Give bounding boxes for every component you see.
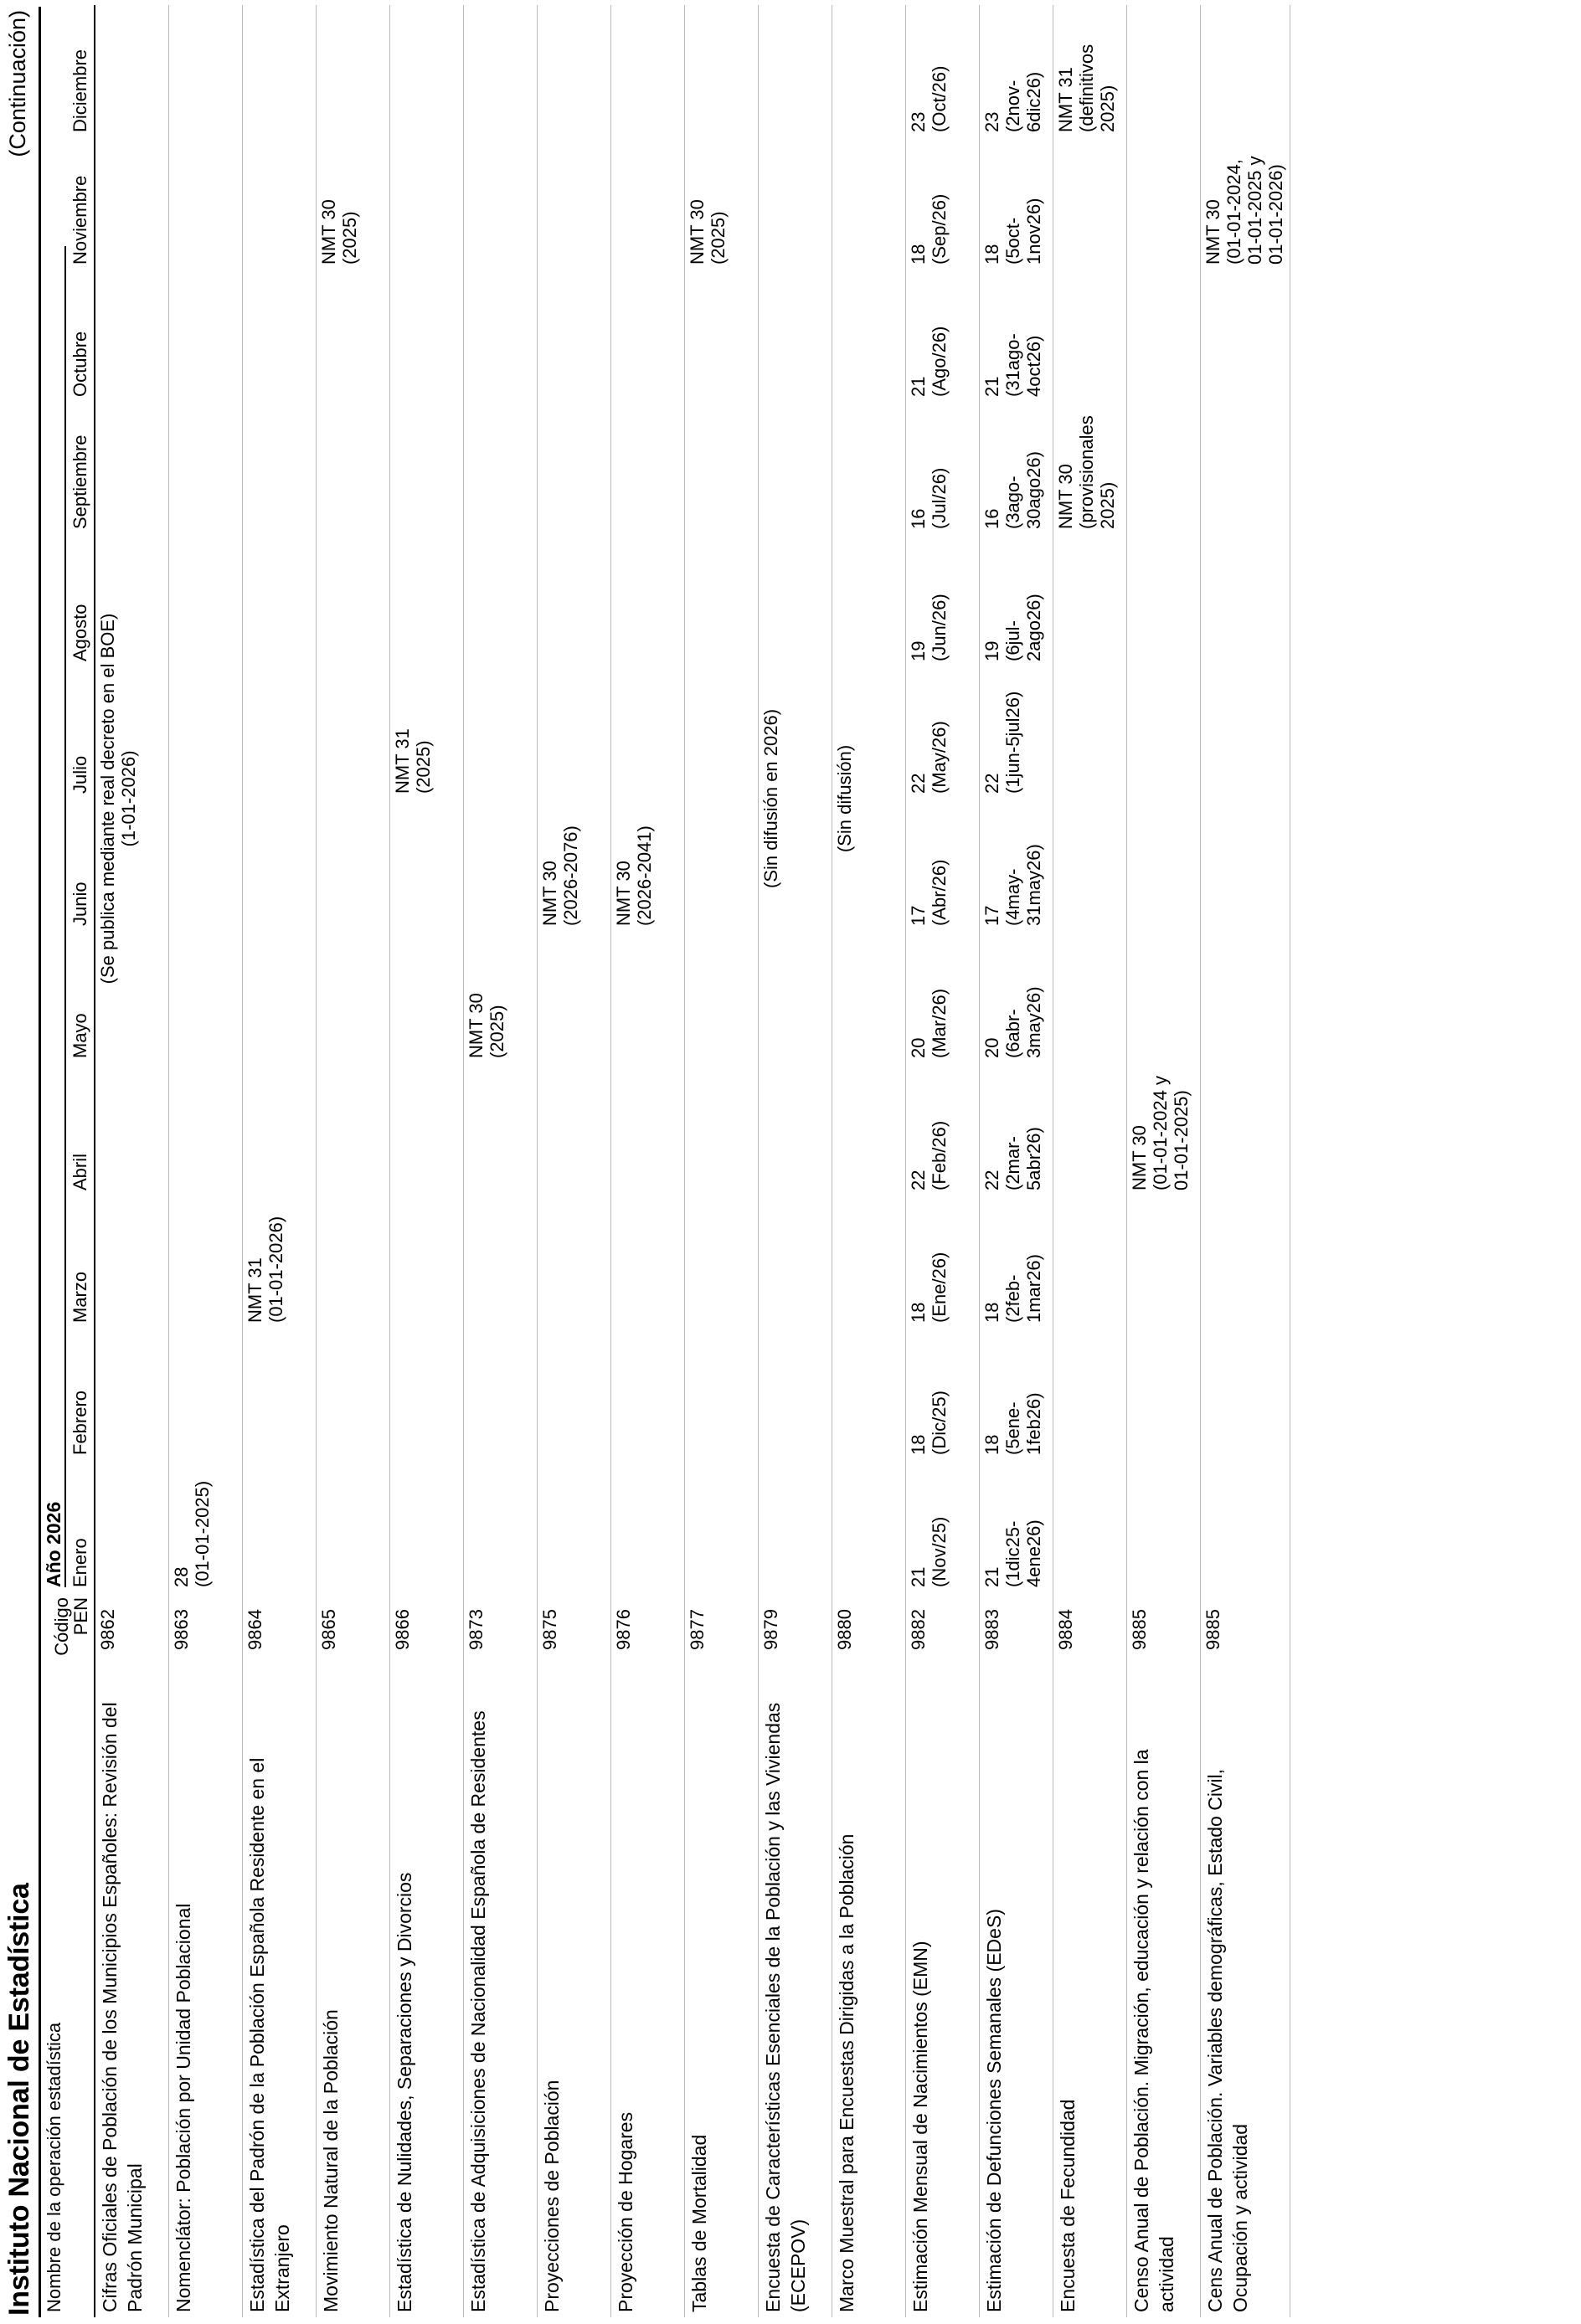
- release-cell: [684, 1195, 758, 1328]
- institution-title: Instituto Nacional de Estadística: [3, 1883, 35, 2316]
- release-cell: [1200, 270, 1290, 402]
- release-cell: [610, 137, 684, 270]
- pen-code: 9885: [1200, 1592, 1290, 1673]
- release-cell: [463, 1195, 537, 1328]
- release-cell: [316, 270, 389, 402]
- release-cell: [389, 1328, 463, 1460]
- release-cell: [168, 799, 242, 931]
- table-row: [1200, 5, 1290, 2317]
- release-cell: [537, 5, 610, 137]
- release-cell: 18 (Dic/25): [905, 1328, 979, 1460]
- pen-code: 9884: [1053, 1592, 1126, 1673]
- release-cell: [1053, 931, 1126, 1063]
- release-cell: [610, 1460, 684, 1592]
- release-cell: NMT 30 (2026-2076): [537, 799, 610, 931]
- release-cell: [1200, 931, 1290, 1063]
- table-row: [316, 5, 389, 2317]
- release-cell: [168, 270, 242, 402]
- release-cell: [537, 1195, 610, 1328]
- release-cell: 18 (Sep/26): [905, 137, 979, 270]
- release-cell: [168, 5, 242, 137]
- release-cell: 17 (4may- 31may26): [979, 799, 1053, 931]
- release-cell: [684, 1328, 758, 1460]
- table-row: [168, 5, 242, 2317]
- release-cell: [1200, 5, 1290, 137]
- month-header: Noviembre: [68, 137, 95, 270]
- pen-code: 9873: [463, 1592, 537, 1673]
- release-cell: [1126, 666, 1200, 799]
- release-cell: 16 (Jul/26): [905, 402, 979, 534]
- pen-code: 9865: [316, 1592, 389, 1673]
- release-cell: [242, 402, 316, 534]
- release-cell: NMT 30 (provisionales 2025): [1053, 402, 1126, 534]
- release-cell: [316, 5, 389, 137]
- header-rule: [39, 7, 41, 2317]
- pen-code: 9863: [168, 1592, 242, 1673]
- release-cell: 18 (5oct- 1nov26): [979, 137, 1053, 270]
- release-cell: [168, 137, 242, 270]
- release-cell: [684, 270, 758, 402]
- release-cell: [463, 270, 537, 402]
- release-cell: [1200, 799, 1290, 931]
- release-cell: 21 (Nov/25): [905, 1460, 979, 1592]
- release-cell: [242, 270, 316, 402]
- release-cell: [1053, 1328, 1126, 1460]
- release-cell: 18 (5ene- 1feb26): [979, 1328, 1053, 1460]
- release-cell: [168, 1195, 242, 1328]
- operation-name: Movimiento Natural de la Población: [316, 1673, 389, 2317]
- release-cell: [242, 931, 316, 1063]
- month-header: Febrero: [68, 1328, 95, 1460]
- release-cell: [610, 666, 684, 799]
- pen-code: 9880: [832, 1592, 905, 1673]
- month-header: Enero: [68, 1460, 95, 1592]
- release-cell: [610, 1328, 684, 1460]
- pen-code: 9875: [537, 1592, 610, 1673]
- operation-name: Estadística de Nulidades, Separaciones y Divorcios: [389, 1673, 463, 2317]
- release-cell: NMT 30 (2026-2041): [610, 799, 684, 931]
- span-note: (Sin difusión en 2026): [758, 5, 832, 1592]
- release-cell: [242, 1460, 316, 1592]
- operation-name: Proyecciones de Población: [537, 1673, 610, 2317]
- release-cell: [684, 1460, 758, 1592]
- release-cell: [463, 666, 537, 799]
- release-cell: [1200, 534, 1290, 666]
- table-row: [389, 5, 463, 2317]
- operation-name: Estadística del Padrón de la Población Española Residente en el Extranjero: [242, 1673, 316, 2317]
- table-row: [979, 5, 1053, 2317]
- release-cell: [389, 137, 463, 270]
- release-cell: [610, 1195, 684, 1328]
- table-row: [610, 5, 684, 2317]
- release-cell: [463, 137, 537, 270]
- release-cell: [389, 534, 463, 666]
- release-cell: 19 (6jul- 2ago26): [979, 534, 1053, 666]
- release-cell: 19 (Jun/26): [905, 534, 979, 666]
- release-cell: [1053, 1063, 1126, 1195]
- release-cell: [389, 1063, 463, 1195]
- release-cell: [537, 137, 610, 270]
- release-cell: [463, 1063, 537, 1195]
- release-cell: 18 (Ene/26): [905, 1195, 979, 1328]
- release-cell: [242, 666, 316, 799]
- col-header-name: Nombre de la operación estadística: [44, 2022, 64, 2312]
- release-cell: [684, 5, 758, 137]
- release-cell: [1126, 270, 1200, 402]
- release-cell: [168, 1328, 242, 1460]
- release-cell: 21 (1dic25- 4ene26): [979, 1460, 1053, 1592]
- pen-code: 9877: [684, 1592, 758, 1673]
- release-cell: [684, 534, 758, 666]
- table-body: [95, 5, 1290, 2317]
- release-cell: [389, 1195, 463, 1328]
- release-cell: [316, 402, 389, 534]
- release-cell: [168, 402, 242, 534]
- release-cell: [610, 402, 684, 534]
- release-cell: [1200, 1063, 1290, 1195]
- schedule-table: [42, 5, 1290, 2317]
- release-cell: [537, 1063, 610, 1195]
- release-cell: NMT 31 (01-01-2026): [242, 1195, 316, 1328]
- release-cell: [610, 270, 684, 402]
- month-header: Abril: [68, 1063, 95, 1195]
- release-cell: [684, 799, 758, 931]
- release-cell: [463, 5, 537, 137]
- table-row: [95, 5, 168, 2317]
- release-cell: [1200, 1460, 1290, 1592]
- release-cell: [463, 1460, 537, 1592]
- release-cell: [537, 1328, 610, 1460]
- release-cell: [463, 534, 537, 666]
- release-cell: [316, 1328, 389, 1460]
- release-cell: 22 (2mar- 5abr26): [979, 1063, 1053, 1195]
- release-cell: [242, 799, 316, 931]
- month-header: Julio: [68, 666, 95, 799]
- release-cell: [1200, 1328, 1290, 1460]
- table-row: [832, 5, 905, 2317]
- release-cell: [1126, 1328, 1200, 1460]
- operation-name: Estimación de Defunciones Semanales (EDeS): [979, 1673, 1053, 2317]
- month-header: Marzo: [68, 1195, 95, 1328]
- release-cell: [537, 270, 610, 402]
- release-cell: [610, 931, 684, 1063]
- release-cell: 20 (Mar/26): [905, 931, 979, 1063]
- pen-code: 9876: [610, 1592, 684, 1673]
- release-cell: 20 (6abr- 3may26): [979, 931, 1053, 1063]
- month-header: Agosto: [68, 534, 95, 666]
- release-cell: [1053, 799, 1126, 931]
- release-cell: [537, 402, 610, 534]
- month-header: Junio: [68, 799, 95, 931]
- table-row: [758, 5, 832, 2317]
- release-cell: [242, 534, 316, 666]
- table-row: [537, 5, 610, 2317]
- table-row: [1053, 5, 1126, 2317]
- operation-name: Encuesta de Características Esenciales de la Población y las Viviendas (ECEPOV): [758, 1673, 832, 2317]
- release-cell: [389, 270, 463, 402]
- release-cell: [610, 5, 684, 137]
- release-cell: [684, 931, 758, 1063]
- release-cell: NMT 30 (2025): [316, 137, 389, 270]
- release-cell: 23 (Oct/26): [905, 5, 979, 137]
- release-cell: [1126, 137, 1200, 270]
- release-cell: [684, 402, 758, 534]
- release-cell: [684, 1063, 758, 1195]
- release-cell: 16 (3ago-30ago26): [979, 402, 1053, 534]
- table-row: [905, 5, 979, 2317]
- release-cell: [610, 1063, 684, 1195]
- operation-name: Estimación Mensual de Nacimientos (EMN): [905, 1673, 979, 2317]
- table-row: [242, 5, 316, 2317]
- release-cell: [1200, 1195, 1290, 1328]
- pen-code: 9864: [242, 1592, 316, 1673]
- month-header: Octubre: [68, 270, 95, 402]
- release-cell: [537, 931, 610, 1063]
- release-cell: [242, 1063, 316, 1195]
- release-cell: [316, 534, 389, 666]
- year-header: Año 2026: [42, 5, 68, 1592]
- release-cell: [463, 402, 537, 534]
- release-cell: [389, 799, 463, 931]
- pen-code: 9879: [758, 1592, 832, 1673]
- col-header-code: Código PEN: [42, 1592, 95, 1673]
- release-cell: [1053, 534, 1126, 666]
- operation-name: Cens Anual de Población. Variables demográficas, Estado Civil, Ocupación y actividad: [1200, 1673, 1290, 2317]
- month-header: Diciembre: [68, 5, 95, 137]
- release-cell: 21 (31ago- 4oct26): [979, 270, 1053, 402]
- release-cell: [537, 534, 610, 666]
- table-row: [684, 5, 758, 2317]
- release-cell: [1200, 402, 1290, 534]
- table-row: [1126, 5, 1200, 2317]
- month-header: Septiembre: [68, 402, 95, 534]
- release-cell: [168, 534, 242, 666]
- release-cell: [684, 666, 758, 799]
- release-cell: [1126, 1460, 1200, 1592]
- release-cell: NMT 30 (2025): [684, 137, 758, 270]
- continuation-label: (Continuación): [5, 10, 30, 157]
- release-cell: [463, 1328, 537, 1460]
- release-cell: [1126, 799, 1200, 931]
- span-note: (Sin difusión): [832, 5, 905, 1592]
- pen-code: 9882: [905, 1592, 979, 1673]
- release-cell: 17 (Abr/26): [905, 799, 979, 931]
- release-cell: NMT 31 (definitivos 2025): [1053, 5, 1126, 137]
- release-cell: [1053, 137, 1126, 270]
- release-cell: [389, 1460, 463, 1592]
- release-cell: [1053, 666, 1126, 799]
- release-cell: [537, 666, 610, 799]
- release-cell: [1126, 5, 1200, 137]
- release-cell: [1126, 931, 1200, 1063]
- release-cell: [168, 931, 242, 1063]
- operation-name: Cifras Oficiales de Población de los Municipios Españoles: Revisión del Padrón Municipal: [95, 1673, 168, 2317]
- operation-name: Censo Anual de Población. Migración, educación y relación con la actividad: [1126, 1673, 1200, 2317]
- release-cell: NMT 30 (01-01-2024 y 01-01-2025): [1126, 1063, 1200, 1195]
- release-cell: 28 (01-01-2025): [168, 1460, 242, 1592]
- table-row: [463, 5, 537, 2317]
- release-cell: [316, 1063, 389, 1195]
- release-cell: [537, 1460, 610, 1592]
- release-cell: [1200, 666, 1290, 799]
- release-cell: 21 (Ago/26): [905, 270, 979, 402]
- release-cell: [1053, 270, 1126, 402]
- release-cell: [1053, 1195, 1126, 1328]
- operation-name: Marco Muestral para Encuestas Dirigidas a la Población: [832, 1673, 905, 2317]
- release-cell: [316, 1460, 389, 1592]
- release-cell: 22 (1jun-5jul26): [979, 666, 1053, 799]
- operation-name: Encuesta de Fecundidad: [1053, 1673, 1126, 2317]
- pen-code: 9883: [979, 1592, 1053, 1673]
- pen-code: 9885: [1126, 1592, 1200, 1673]
- release-cell: [610, 534, 684, 666]
- release-cell: 22 (May/26): [905, 666, 979, 799]
- release-cell: [463, 799, 537, 931]
- release-cell: [389, 931, 463, 1063]
- operation-name: Tablas de Mortalidad: [684, 1673, 758, 2317]
- operation-name: Nomenclátor: Población por Unidad Poblacional: [168, 1673, 242, 2317]
- release-cell: [316, 799, 389, 931]
- release-cell: [316, 666, 389, 799]
- release-cell: [242, 5, 316, 137]
- pen-code: 9866: [389, 1592, 463, 1673]
- release-cell: [389, 5, 463, 137]
- col-header-name-spacer: [68, 1673, 95, 2317]
- pen-code: 9862: [95, 1592, 168, 1673]
- release-cell: 23 (2nov- 6dic26): [979, 5, 1053, 137]
- month-header: Mayo: [68, 931, 95, 1063]
- release-cell: [242, 137, 316, 270]
- operation-name: Estadística de Adquisiciones de Nacionalidad Española de Residentes: [463, 1673, 537, 2317]
- release-cell: [168, 666, 242, 799]
- release-cell: 22 (Feb/26): [905, 1063, 979, 1195]
- release-cell: [316, 1195, 389, 1328]
- release-cell: 18 (2feb- 1mar26): [979, 1195, 1053, 1328]
- release-cell: [1126, 1195, 1200, 1328]
- span-note: (Se publica mediante real decreto en el BOE) (1-01-2026): [95, 5, 168, 1592]
- release-cell: NMT 31 (2025): [389, 666, 463, 799]
- release-cell: [168, 1063, 242, 1195]
- release-cell: NMT 30 (2025): [463, 931, 537, 1063]
- months-header-row: [68, 5, 95, 2317]
- release-cell: [1053, 1460, 1126, 1592]
- release-cell: [242, 1328, 316, 1460]
- operation-name: Proyección de Hogares: [610, 1673, 684, 2317]
- release-cell: [1126, 402, 1200, 534]
- release-cell: NMT 30 (01-01-2024, 01-01-2025 y 01-01-2026): [1200, 137, 1290, 270]
- release-cell: [389, 402, 463, 534]
- release-cell: [1126, 534, 1200, 666]
- release-cell: [316, 931, 389, 1063]
